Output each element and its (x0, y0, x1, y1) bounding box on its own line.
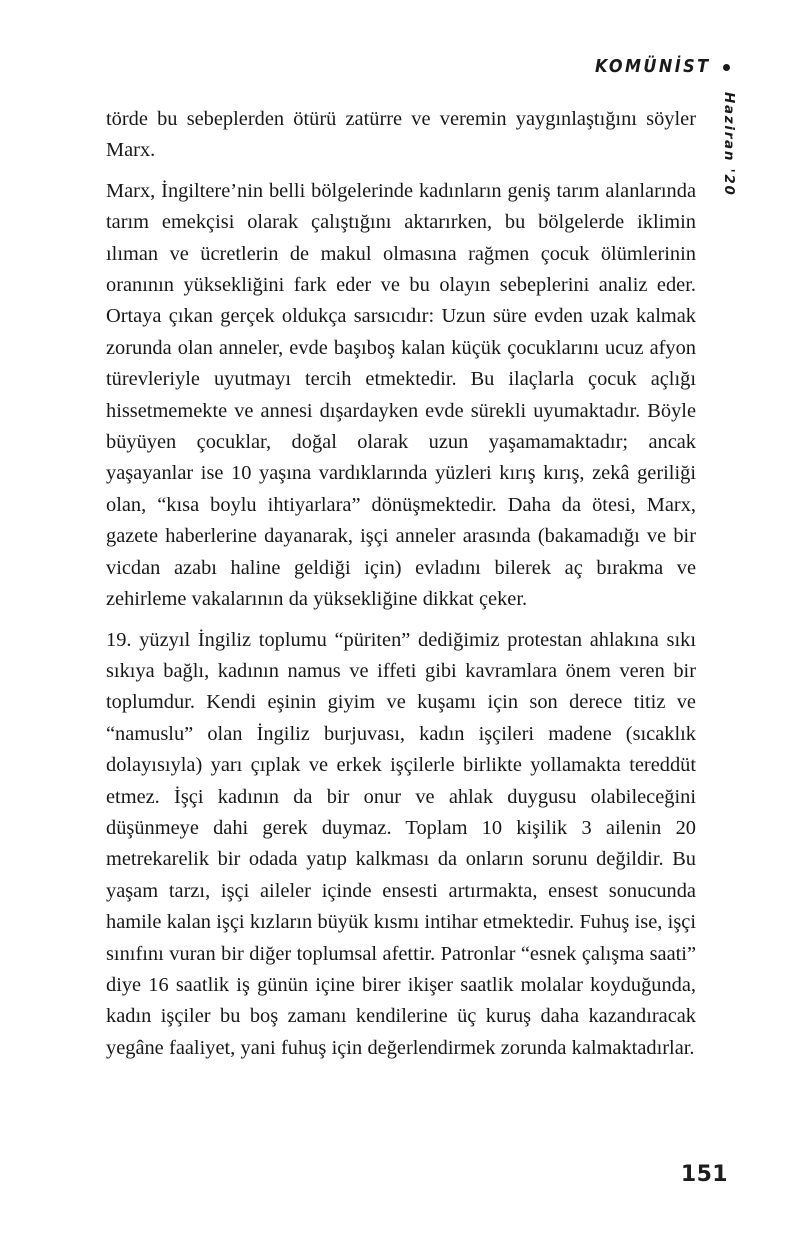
issue-date-label: Haziran '20 (721, 92, 737, 197)
running-head (585, 57, 730, 77)
paragraph: Marx, İngiltere’nin belli bölgelerinde kadınların geniş tarım alanlarında tarım emekçisi olarak çalıştığını aktarırken, bu bölgelerde iklimin ılıman ve ücretlerin de makul olmasına rağmen çocuk ölümlerinin oranının yüksekliğini fark eder ve bu olayın sebeplerini analiz eder. Ortaya çıkan gerçek oldukça sarsıcıdır: Uzun süre evden uzak kalmak zorunda olan anneler, evde başıboş kalan küçük çocuklarını ucuz afyon türevleriyle uyutmayı tercih etmektedir. Bu ilaçlarla çocuk açlığı hissetmemekte ve annesi dışardayken evde sürekli uyumaktadır. Böyle büyüyen çocuklar, doğal olarak uzun yaşamamaktadır; ancak yaşayanlar ise 10 yaşına vardıklarında yüzleri kırış kırış, zekâ geriliği olan, “kısa boylu ihtiyarlara” dönüşmektedir. Daha da ötesi, Marx, gazete haberlerine dayanarak, işçi anneler arasında (bakamadığı ve bir vicdan azabı haline geldiği için) evladını bilerek aç bırakma ve zehirleme vakalarının da yüksekliğine dikkat çeker. (106, 179, 696, 611)
issue-date (715, 92, 737, 222)
paragraph: törde bu sebeplerden ötürü zatürre ve veremin yaygınlaştığını söyler Marx. (106, 108, 696, 162)
page-number: 151 (680, 1162, 728, 1187)
paragraph: 19. yüzyıl İngiliz toplumu “püriten” dediğimiz protestan ahlakına sıkı sıkıya bağlı, kadının namus ve iffeti gibi kavramlara önem veren bir toplumdur. Kendi eşinin giyim ve kuşamı için son derece titiz ve “namuslu” olan İngiliz burjuvası, kadın işçileri madene (sıcaklık dolayısıyla) yarı çıplak ve erkek işçilerle birlikte yollamakta tereddüt etmez. İşçi kadının da bir onur ve ahlak duygusu olabileceğini düşünmeye dahi gerek duymaz. Toplam 10 kişilik 3 ailenin 20 metrekarelik bir odada yatıp kalkması da onların sorunu değildir. Bu yaşam tarzı, işçi aileler içinde ensesti artırmakta, ensest sonucunda hamile kalan işçi kızların büyük kısmı intihar etmektedir. Fuhuş ise, işçi sınıfını vuran bir diğer toplumsal afettir. Patronlar “esnek çalışma saati” diye 16 saatlik iş günün içine birer ikişer saatlik molalar koyduğunda, kadın işçiler bu boş zamanı kendilerine üç kuruş daha kazandıracak yegâne faaliyet, yani fuhuş için değerlendirmek zorunda kalmaktadırlar. (106, 628, 696, 1059)
publication-title: KOMÜNİST (594, 57, 710, 77)
body-text-column (106, 104, 696, 1064)
bullet-dot-icon (723, 64, 730, 71)
